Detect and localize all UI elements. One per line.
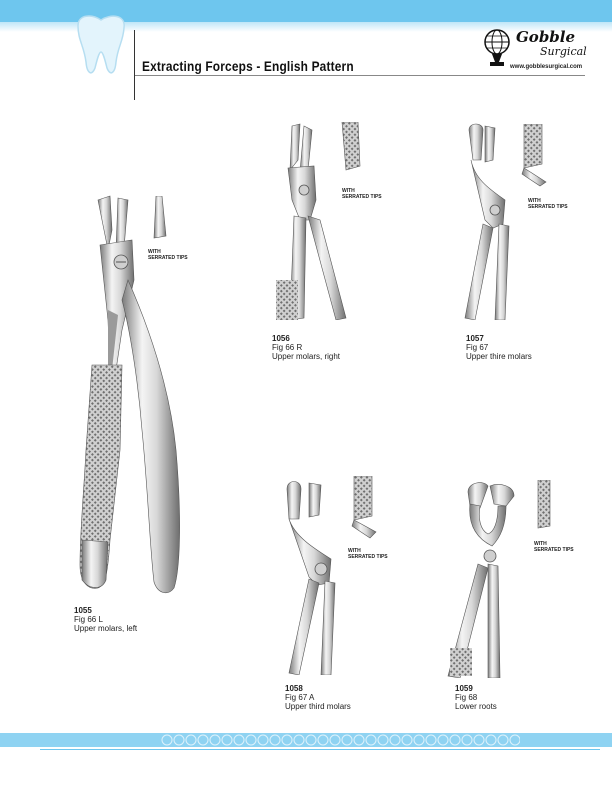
product-fig: Fig 66 L	[74, 615, 103, 624]
product-number: 1056	[272, 334, 290, 343]
product-desc: Upper third molars	[285, 702, 351, 711]
tip-1057-image	[520, 124, 550, 188]
forceps-1059-image	[440, 478, 530, 678]
page-title: Extracting Forceps - English Pattern	[142, 58, 354, 74]
brand-logo	[482, 28, 592, 74]
brand-name: Gobble	[516, 28, 576, 46]
tip-label-1058: WITH SERRATED TIPS	[348, 548, 388, 560]
product-desc: Upper molars, right	[272, 352, 341, 361]
caption-1058	[285, 684, 351, 711]
tip-1055-image	[150, 196, 170, 240]
tip-1059-image	[535, 480, 553, 530]
product-fig: Fig 67 A	[285, 693, 315, 702]
title-rule	[135, 75, 585, 76]
brand-subtitle: Surgical	[540, 45, 587, 58]
header-divider	[134, 30, 135, 100]
product-desc: Lower roots	[455, 702, 497, 711]
product-number: 1058	[285, 684, 303, 693]
product-fig: Fig 67	[466, 343, 489, 352]
tip-label-1055: WITH SERRATED TIPS	[148, 249, 188, 261]
product-desc: Upper molars, left	[74, 624, 138, 633]
brand-url: www.gobblesurgical.com	[510, 64, 583, 70]
product-fig: Fig 66 R	[272, 343, 303, 352]
product-number: 1055	[74, 606, 92, 615]
product-number: 1057	[466, 334, 484, 343]
tooth-icon	[70, 12, 132, 78]
tip-label-1057: WITH SERRATED TIPS	[528, 198, 568, 210]
tip-label-1056: WITH SERRATED TIPS	[342, 188, 382, 200]
globe-icon	[482, 28, 512, 74]
caption-1056	[272, 334, 340, 361]
footer-ring-pattern	[160, 733, 520, 747]
product-desc: Upper thire molars	[466, 352, 532, 361]
tip-1056-image	[338, 122, 364, 172]
caption-1057	[466, 334, 532, 361]
product-number: 1059	[455, 684, 473, 693]
footer-rule	[40, 749, 600, 750]
caption-1059	[455, 684, 497, 711]
tip-1058-image	[350, 476, 380, 542]
caption-1055	[74, 606, 137, 633]
tip-label-1059: WITH SERRATED TIPS	[534, 541, 574, 553]
product-fig: Fig 68	[455, 693, 478, 702]
